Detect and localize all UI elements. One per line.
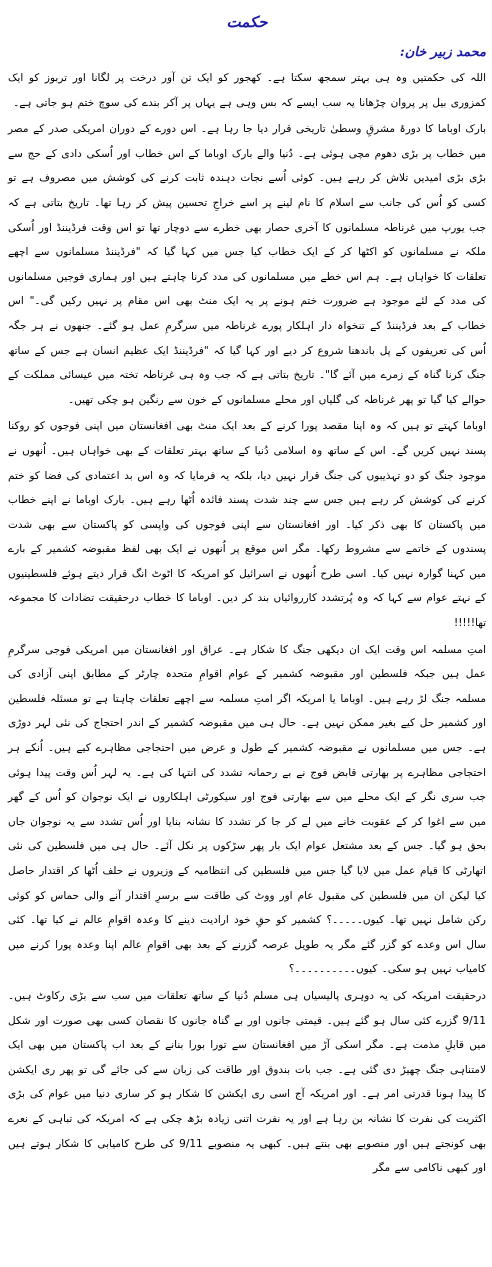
author-byline: محمد زبیر خان: (399, 45, 486, 60)
paragraph-conclusion: درحقیقت امریکہ کی یہ دوہری پالیسیاں ہی مسلم دُنیا کے ساتھ تعلقات میں سب سے بڑی رکاوٹ ہیں۔ 9/11 گزرے کئی سال ہو گئے ہیں۔ قیمتی جانوں اور بے گناہ جانوں کا نقصان کسی بھی صورت اور شکل میں قابلِ مذمت ہے۔ مگر اسکی آڑ میں افغانستان سے تورا بورا بنانے کے بعد اب پاکستان میں بھی ایک لامتناہی جنگ چھیڑ دی گئی ہے۔ جب بات بندوق اور طاقت کی زبان سے کی جائے گی تو پھر ری ایکشن کا پیدا ہونا قدرتی امر ہے۔ اور امریکہ آج اسی ری ایکشن کا شکار ہو کر ساری دنیا میں عوام کی بڑی اکثریت کی نفرت کا نشانہ بن رہا ہے اور یہ نفرت اتنی زیادہ بڑھ چکی ہے کہ امریکہ کی تباہی کے نعرے بھی کونجتے ہیں اور منصوبے بھی بنتے ہیں۔ کبھی یہ منصوبے 9/11 کی طرح کامیابی کا شکار ہوتے ہیں اور کبھی ناکامی سے مگر (8, 989, 486, 1175)
paragraph-ummah: امتِ مسلمہ اس وقت ایک ان دیکھی جنگ کا شکار ہے۔ عراق اور افغانستان میں امریکی فوجی سرگرمِ عمل ہیں جبکہ فلسطین اور مقبوضہ کشمیر کے عوام اقوامِ متحدہ چارٹر کے مطابق اپنی آزادی کی مسلمہ جنگ لڑ رہے ہیں۔ اوباما یا امریکہ اگر امتِ مسلمہ سے اچھے تعلقات چاہتا ہے تو مسئلہ فلسطین اور کشمیر حل کیے بغیر ممکن نہیں ہے۔ حال ہی میں مقبوضہ کشمیر کے اندر احتجاج کی نئی لہر دوڑی ہے۔ جس میں مسلمانوں نے مقبوضہ کشمیر کے طول و عرض میں احتجاجی مظاہرے کیے ہیں۔ اُنکے ہر احتجاجی مظاہرے پر بھارتی قابض فوج نے بے رحمانہ تشدد کی انتہا کی ہے۔ یہ لہر اُس وقت پیدا ہوئی جب سری نگر کے ایک محلے میں سے بھارتی فوج اور سیکورٹی اہلکاروں نے ایک نوجوان کو اُس کے گھر میں سے اغوا کر کے عقوبت خانے میں لے کر جا کر تشدد کا نشانہ بنایا اور اُس تشدد سے یہ نوجوان جاں بحق ہو گیا۔ جس کے بعد مشتعل عوام ایک بار پھر سڑکوں پر نکل آئے۔ حال ہی میں فلسطین کی نئی اتھارٹی کا قیام عمل میں لایا گیا جس میں فلسطین کی انتظامیہ کے وزیروں نے حلف اُٹھا کر اقتدار حاصل کیا لیکن ان میں فلسطین کی مقبول عام اور ووٹ کی طاقت سے برسرِ اقتدار آنے والی حماس کو کوئی رکن شامل نہیں تھا۔ کیوں۔۔۔۔۔؟ کشمیر کو حقِ خود ارادیت دینے کا وعدہ اقوامِ عالم نے کیا تھا۔ کئی سال اس وعدے کو گزر گئے مگر یہ طویل عرصہ گزرنے کے بعد بھی اقوامِ عالم اپنا وعدہ پورا کرنے میں کامیاب نہیں ہو سکی۔ کیوں۔۔۔۔۔۔۔۔۔۔؟ (8, 643, 486, 976)
article-title: حکمت (226, 13, 268, 31)
paragraph-obama-afghanistan: اوباما کہتے تو ہیں کہ وہ اپنا مقصد پورا کرنے کے بعد ایک منٹ بھی افغانستان میں اپنی فوجوں کو روکنا پسند نہیں کریں گے۔ اس کے ساتھ وہ اسلامی دُنیا کے ساتھ بہتر تعلقات کے بھی خواہاں ہیں۔ اُنھوں نے موجود جنگ کو دو تہذیبوں کی جنگ قرار نہیں دیا، بلکہ یہ فرمایا کہ وہ اس بد اعتمادی کی فضا کو ختم کرنے کی کوشش کر رہے ہیں جس سے چند شدت پسند فائدہ اُٹھا رہے ہیں۔ بارک اوباما نے اپنے خطاب میں پاکستان کا بھی ذکر کیا۔ اور افغانستان سے اپنی فوجوں کی واپسی کو پاکستان سے بھی شدت پسندوں کے خاتمے سے مشروط رکھا۔ مگر اس موقع پر اُنھوں نے ایک بھی لفظ مقبوضہ کشمیر کے بارے میں کہنا گوارہ نہیں کیا۔ اسی طرح اُنھوں نے اسرائیل کو امریکہ کا اٹوٹ انگ قرار دیتے ہوئے فلسطینیوں کے نہتے عوام سے کہا کہ وہ پُرتشدد کارروائیاں بند کر دیں۔ اوباما کا خطاب درحقیقت تضادات کا مجموعہ تھا!!!!! (8, 420, 486, 630)
paragraph-obama-speech: بارک اوباما کا دورۂ مشرقِ وسطیٰ تاریخی قرار دیا جا رہا ہے۔ اس دورے کے دوران امریکی صدر کے مصر میں خطاب پر بڑی دھوم مچی ہوئی ہے۔ دُنیا والے بارک اوباما کے اس خطاب اور اُسکی دادی کے حج سے بڑی بڑی امیدیں تلاش کر رہے ہیں۔ کوئی اُسے نجات دہندہ ثابت کرنے کی کوشش میں مصروف ہے تو کسی کو اُس کی جانب سے اسلام کا نام لینے پر اسے خراجِ تحسین پیش کر رہا تھا۔ تاریخ بتاتی ہے کہ جب یورپ میں غرناطہ مسلمانوں کا آخری حصار بھی خطرے سے دوچار تھا تو اس وقت فرڈیننڈ اور اُسکی ملکہ نے مسلمانوں کو اکٹھا کر کے ایک خطاب کیا جس میں کہا گیا کہ "فرڈیننڈ مسلمانوں سے اچھے تعلقات کا خواہاں ہے۔ ہم اس خطے میں مسلمانوں کی مدد کرنا چاہتے ہیں اور ہماری فوجیں مسلمانوں کی مدد کے لئے موجود ہے ضرورت ختم ہونے پر یہ ایک منٹ بھی اس مقام پر نہیں رکیں گی۔" اس خطاب کے بعد فرڈیننڈ کے تنخواہ دار اہلکار پورے غرناطہ میں سرگرمِ عمل ہو گئے۔ جنھوں نے ہر جگہ اُس کی تعریفوں کے پل باندھنا شروع کر دیے اور کہا گیا کہ "فرڈیننڈ ایک عظیم انسان ہے جس کے ساتھ جنگ کرنا گناہ کے زمرے میں آئے گا"۔ تاریخ بتاتی ہے کہ جب وہ ہی غرناطہ تختہ میں عیسائی مملکت کے حوالے کیا گیا تو پھر غرناطہ کی گلیاں اور محلے مسلمانوں کے خون سے رنگین ہو چکی تھیں۔ (8, 123, 486, 406)
paragraph-intro: اللہ کی حکمتیں وہ ہی بہتر سمجھ سکتا ہے۔ کھجور کو ایک تن آور درخت پر لگانا اور تربوز کو ایک کمزوری بیل پر پروان چڑھانا یہ سب ایسے کہ بس وہی ہے یہاں پر آکر بندے کی سوچ ختم ہو جاتی ہے۔ (8, 72, 486, 109)
